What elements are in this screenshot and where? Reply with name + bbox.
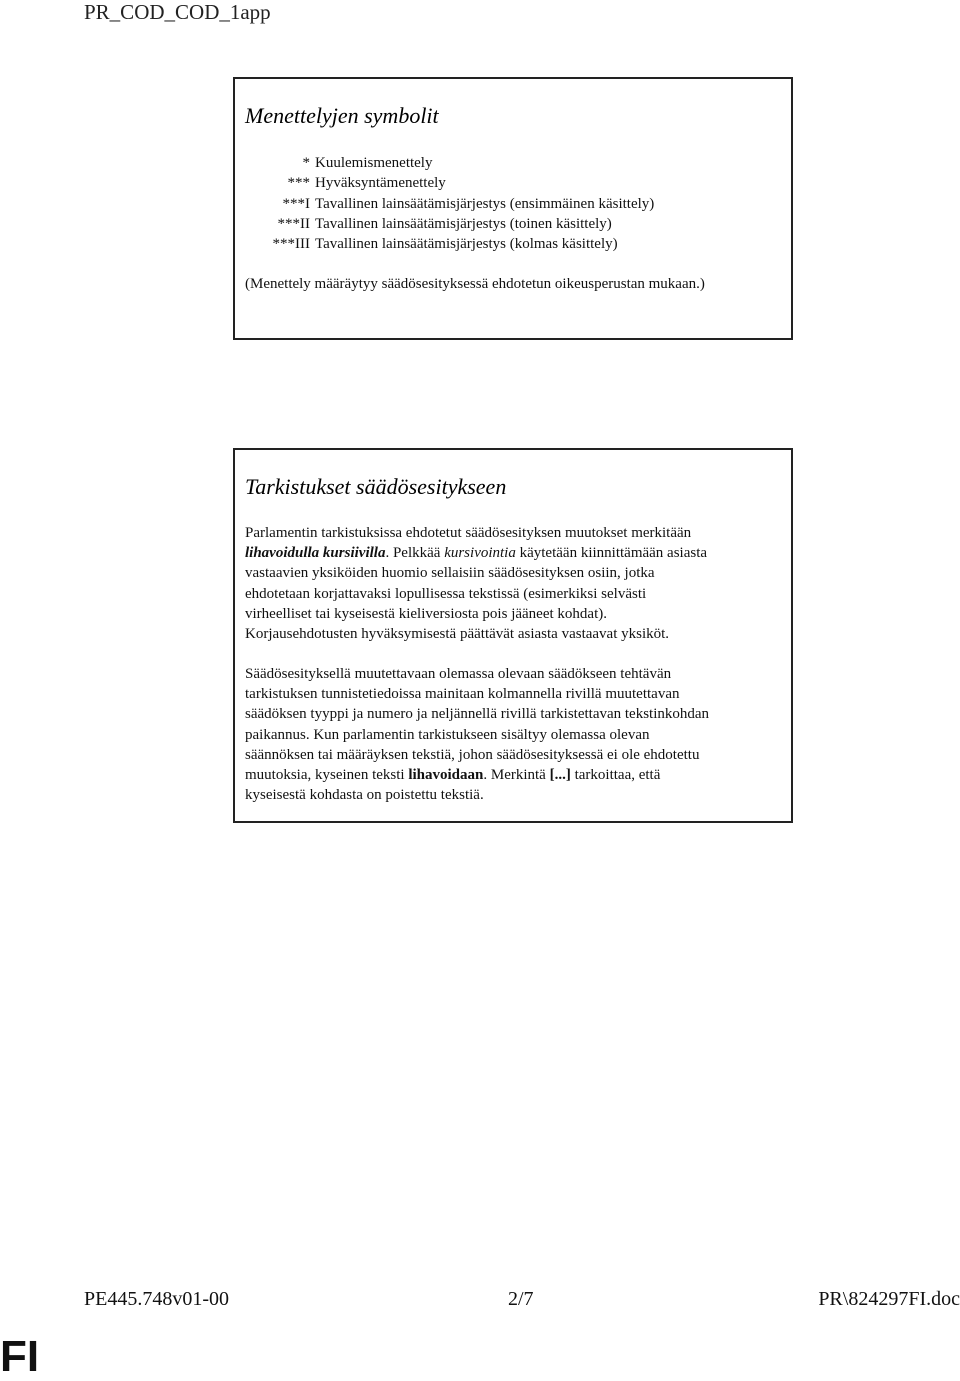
symbol-description: Tavallinen lainsäätämisjärjestys (kolmas käsittely): [315, 236, 618, 253]
italic-text: kursivointia: [444, 545, 516, 562]
symbol-description: Tavallinen lainsäätämisjärjestys (toinen käsittely): [315, 215, 612, 232]
bold-italic-text: lihavoidulla kursiivilla: [245, 545, 386, 562]
symbol-description: Hyväksyntämenettely: [315, 175, 446, 192]
symbol-code: *: [302, 155, 310, 171]
symbol-code: ***II: [277, 215, 310, 232]
paragraph-line: [245, 543, 790, 563]
symbol-code: ***III: [272, 236, 310, 253]
paragraph-line: säännöksen tai määräyksen tekstiä, johon säädösesityksessä ei ole ehdotettu: [245, 746, 700, 763]
symbol-description: Kuulemismenettely: [315, 155, 433, 171]
procedure-symbols-box: [233, 77, 793, 340]
text-span: käytetään kiinnittämään asiasta: [515, 545, 708, 562]
text-span: tarkoittaa, että: [570, 766, 661, 783]
paragraph-line: Säädösesityksellä muutettavaan olemassa olevaan säädökseen tehtävän: [245, 666, 672, 682]
symbol-description: Tavallinen lainsäätämisjärjestys (ensimmäinen käsittely): [315, 195, 655, 212]
paragraph-line: paikannus. Kun parlamentin tarkistukseen sisältyy olemassa olevan: [245, 726, 650, 743]
paragraph-line: vastaavien yksiköiden huomio sellaisiin säädösesityksen osiin, jotka: [245, 565, 655, 582]
amendments-paragraph-2: [245, 664, 790, 805]
bold-text: [...]: [549, 766, 571, 783]
procedure-note: (Menettely määräytyy säädösesityksessä ehdotetun oikeusperustan mukaan.): [245, 276, 705, 292]
amendments-title: Tarkistukset säädösesitykseen: [245, 474, 507, 499]
paragraph-line: säädöksen tyyppi ja numero ja neljännellä rivillä tarkistettavan tekstinkohdan: [245, 706, 710, 723]
paragraph-line: virheelliset tai kyseisestä kieliversiosta pois jääneet kohdat).: [245, 605, 607, 622]
paragraph-line: Parlamentin tarkistuksissa ehdotetut säädösesityksen muutokset merkitään: [245, 525, 692, 541]
symbol-list: [235, 153, 791, 254]
amendments-paragraph-1: [245, 523, 790, 644]
footer-page-number: 2/7: [508, 1288, 534, 1310]
paragraph-line: kyseisestä kohdasta on poistettu tekstiä.: [245, 787, 484, 804]
language-mark: FI: [0, 1332, 40, 1381]
bold-text: lihavoidaan: [408, 766, 484, 783]
symbol-row: [235, 194, 791, 214]
paragraph-line: [245, 765, 790, 785]
text-span: . Pelkkää: [385, 545, 445, 562]
symbol-code: ***: [287, 175, 310, 192]
document-code: PR_COD_COD_1app: [84, 0, 271, 24]
procedure-symbols-title: Menettelyjen symbolit: [245, 103, 439, 128]
symbol-row: [235, 214, 791, 234]
footer-filename: PR\824297FI.doc: [818, 1288, 960, 1310]
footer-reference: PE445.748v01-00: [84, 1288, 229, 1310]
paragraph-line: Korjausehdotusten hyväksymisestä päättävät asiasta vastaavat yksiköt.: [245, 625, 670, 642]
symbol-row: [235, 234, 791, 254]
text-span: muutoksia, kyseinen teksti: [245, 766, 409, 783]
symbol-row: [235, 173, 791, 193]
symbol-code: ***I: [282, 195, 310, 212]
text-span: . Merkintä: [483, 766, 550, 783]
paragraph-line: ehdotetaan korjattavaksi lopullisessa tekstissä (esimerkiksi selvästi: [245, 585, 647, 602]
paragraph-line: tarkistuksen tunnistetiedoissa mainitaan kolmannella rivillä muutettavan: [245, 686, 680, 703]
amendments-box: [233, 448, 793, 823]
symbol-row: [235, 153, 791, 173]
